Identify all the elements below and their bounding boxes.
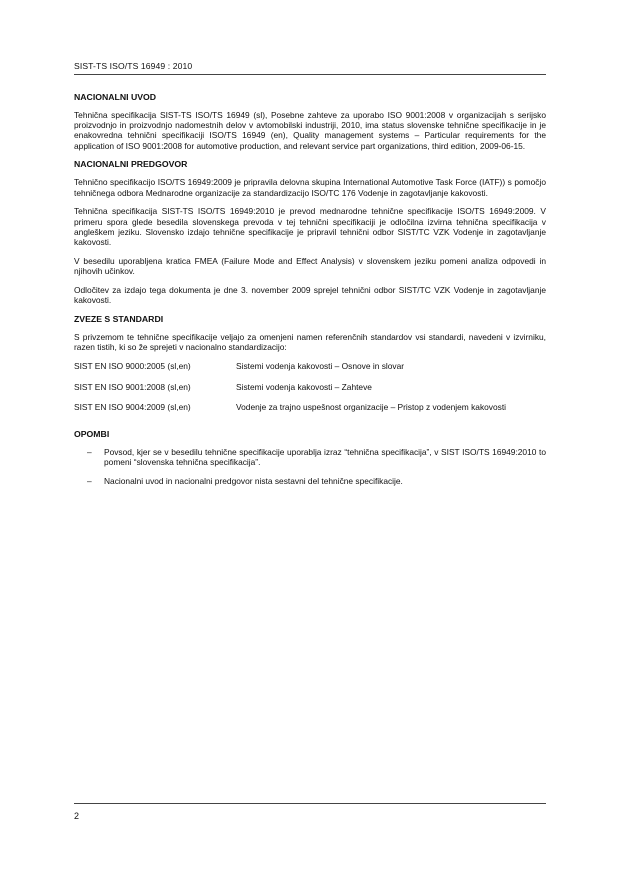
section-heading: NACIONALNI UVOD <box>74 92 157 102</box>
paragraph: Odločitev za izdajo tega dokumenta je dne 3. november 2009 sprejel tehnični odbor SIST/TC VZK Vodenje in zagotavljanje kakovosti. <box>74 284 546 306</box>
table-row <box>74 361 546 382</box>
footer-rule <box>74 803 546 804</box>
section-standards-references <box>74 314 546 423</box>
section-national-introduction <box>74 92 546 151</box>
notes-list <box>74 447 546 487</box>
document-header-id: SIST-TS ISO/TS 16949 : 2010 <box>74 61 193 71</box>
page-content <box>74 92 546 496</box>
list-item <box>74 476 546 486</box>
dash-bullet: – <box>87 476 92 487</box>
paragraph: Tehnično specifikacijo ISO/TS 16949:2009 je pripravila delovna skupina International Automotive Task Force (IATF)) s pomočjo tehničnega odbora Mednarodne organizacije za standardizacijo ISO/TC 176 Vodenje in zagotavljanje kakovosti. <box>74 177 546 198</box>
dash-bullet: – <box>87 446 92 457</box>
section-heading: OPOMBI <box>74 428 110 439</box>
section-heading: ZVEZE S STANDARDI <box>74 313 164 324</box>
standard-code: SIST EN ISO 9000:2005 (sl,en) <box>74 360 191 371</box>
paragraph: Tehnična specifikacija SIST-TS ISO/TS 16949:2010 je prevod mednarodne tehnične specifikacije ISO/TS 16949:2009. V primeru spora glede besedila slovenskega prevoda v tej tehnični specifikaciji je odločilna izvirna tehnična specifikacija v angleškem jeziku. Slovensko izdajo tehnične specifikacije je pripravil tehnični odbor SIST/TC VZK Vodenje in zagotavljanje kakovosti. <box>74 206 546 248</box>
paragraph: V besedilu uporabljena kratica FMEA (Failure Mode and Effect Analysis) v slovenskem jeziku pomeni analiza odpovedi in njihovih učinkov. <box>74 255 546 277</box>
table-row <box>74 382 546 403</box>
paragraph: S privzemom te tehnične specifikacije veljajo za omenjeni namen referenčnih standardov vsi standardi, navedeni v izvirniku, razen tistih, ki so že sprejeti v nacionalno standardizacijo: <box>74 331 546 353</box>
standards-table <box>74 361 546 423</box>
list-item <box>74 447 546 467</box>
section-national-foreword <box>74 159 546 305</box>
standard-title: Sistemi vodenja kakovosti – Zahteve <box>236 381 372 392</box>
standard-code: SIST EN ISO 9004:2009 (sl,en) <box>74 402 191 413</box>
standard-title: Sistemi vodenja kakovosti – Osnove in slovar <box>236 360 405 371</box>
standard-title: Vodenje za trajno uspešnost organizacije – Pristop z vodenjem kakovosti <box>236 402 507 413</box>
header-rule <box>74 74 546 75</box>
page-number: 2 <box>74 811 80 821</box>
section-heading: NACIONALNI PREDGOVOR <box>74 159 188 170</box>
standard-code: SIST EN ISO 9001:2008 (sl,en) <box>74 381 191 392</box>
note-text: Povsod, kjer se v besedilu tehnične specifikacije uporablja izraz “tehnična specifikacija”, v SIST ISO/TS 16949:2010 to pomeni “slovenska tehnična specifikacija”. <box>104 446 546 468</box>
paragraph: Tehnična specifikacija SIST-TS ISO/TS 16949 (sl), Posebne zahteve za uporabo ISO 9001:2008 v organizacijah s serijsko proizvodnjo in proizvodnjo nadomestnih delov v avtomobilski industriji, 2010, ima status slovenske tehnične specifikacije in je enakovredna tehnični specifikaciji ISO/TS 16949 (en), Quality management systems – Particular requirements for the application of ISO 9001:2008 for automotive production, and relevant service part organizations, third edition, 2009-06-15. <box>74 110 546 151</box>
note-text: Nacionalni uvod in nacionalni predgovor nista sestavni del tehnične specifikacije. <box>104 476 403 487</box>
section-notes <box>74 429 546 487</box>
table-row <box>74 402 546 423</box>
